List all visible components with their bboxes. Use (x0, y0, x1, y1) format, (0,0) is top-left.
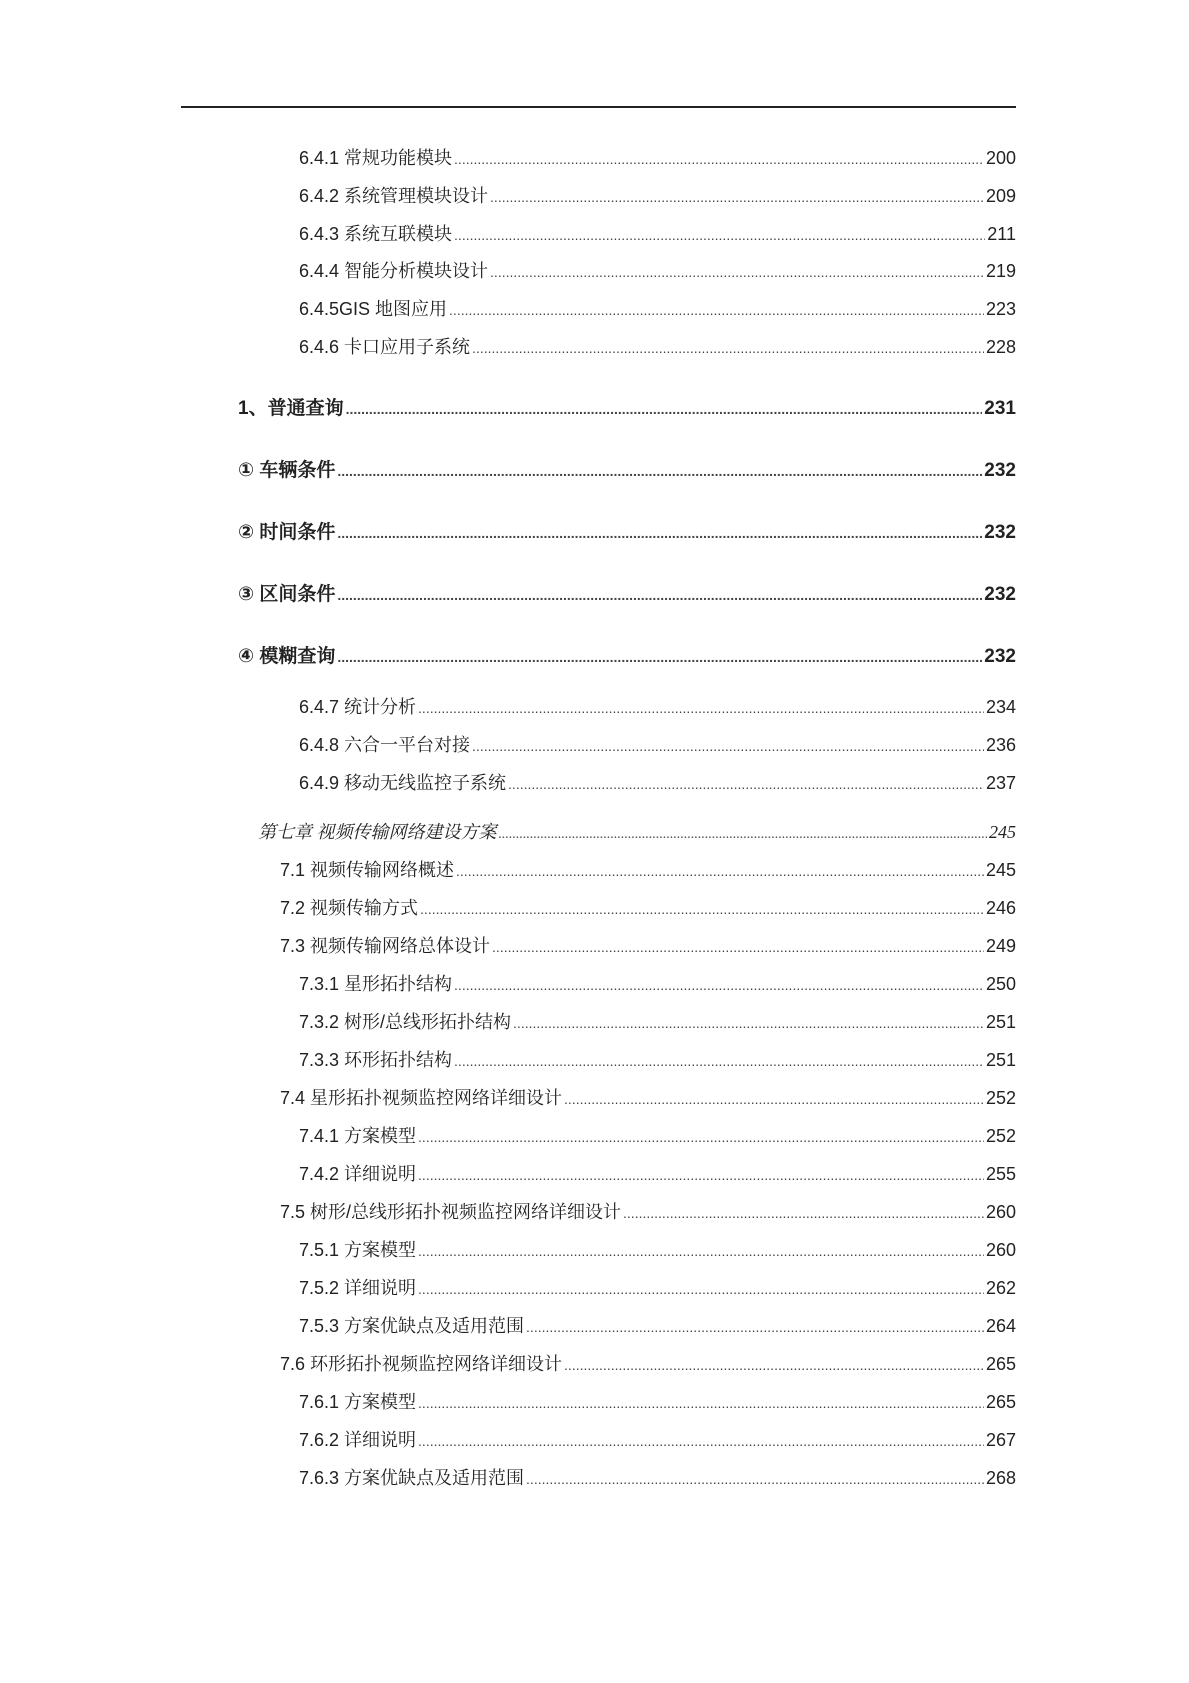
toc-entry-page: 264 (985, 1316, 1016, 1336)
toc-leader (513, 1011, 984, 1035)
toc-entry[interactable] (299, 146, 1016, 171)
toc-entry-title: 7.3 视频传输网络总体设计 (280, 936, 491, 956)
toc-entry-title: 6.4.5GIS 地图应用 (299, 299, 448, 319)
toc-leader (499, 823, 988, 847)
toc-entry-title: 6.4.9 移动无线监控子系统 (299, 773, 507, 793)
toc-entry-title: 6.4.8 六合一平台对接 (299, 735, 471, 755)
toc-entry-title: 7.5.1 方案模型 (299, 1240, 417, 1260)
toc-entry-page: 236 (985, 735, 1016, 755)
toc-entry[interactable] (238, 645, 1016, 669)
toc-leader (564, 1353, 984, 1377)
toc-entry-title: 7.3.1 星形拓扑结构 (299, 974, 453, 994)
toc-entry-title: 7.1 视频传输网络概述 (280, 860, 455, 880)
toc-leader (337, 521, 982, 545)
toc-entry[interactable] (280, 1200, 1016, 1225)
toc-entry-title: 6.4.3 系统互联模块 (299, 224, 453, 244)
toc-leader (337, 459, 982, 483)
toc-entry[interactable] (299, 1466, 1016, 1491)
toc-entry-page: 265 (985, 1392, 1016, 1412)
toc-leader (454, 1049, 984, 1073)
toc-entry-page: 267 (985, 1430, 1016, 1450)
toc-entry[interactable] (280, 934, 1016, 959)
toc-entry-title: 7.3.3 环形拓扑结构 (299, 1050, 453, 1070)
toc-entry[interactable] (299, 297, 1016, 322)
toc-leader (472, 734, 984, 758)
toc-leader (337, 583, 982, 607)
toc-entry[interactable] (299, 771, 1016, 796)
toc-entry[interactable] (280, 1352, 1016, 1377)
toc-entry-page: 237 (985, 773, 1016, 793)
toc-leader (418, 1239, 984, 1263)
toc-entry-page: 211 (987, 224, 1016, 244)
toc-entry-page: 232 (984, 646, 1016, 667)
toc-entry-page: 209 (985, 186, 1016, 206)
toc-entry[interactable] (299, 1238, 1016, 1263)
toc-entry[interactable] (299, 1314, 1016, 1339)
toc-chapter-entry[interactable] (258, 820, 1016, 847)
toc-entry[interactable] (299, 335, 1016, 360)
toc-entry-page: 245 (989, 822, 1016, 842)
toc-entry[interactable] (299, 972, 1016, 997)
toc-leader (508, 772, 984, 796)
toc-leader (490, 185, 984, 209)
toc-entry[interactable] (299, 733, 1016, 758)
toc-entry-title: 第七章 视频传输网络建设方案 (258, 822, 497, 842)
toc-entry-page: 250 (985, 974, 1016, 994)
toc-leader (472, 336, 984, 360)
toc-leader (418, 1429, 984, 1453)
toc-entry-title: 6.4.7 统计分析 (299, 697, 417, 717)
toc-entry[interactable] (238, 459, 1016, 483)
toc-leader (337, 645, 982, 669)
toc-entry[interactable] (299, 1048, 1016, 1073)
toc-entry-page: 200 (985, 148, 1016, 168)
toc-entry-page: 252 (985, 1088, 1016, 1108)
toc-entry-page: 223 (985, 299, 1016, 319)
toc-entry[interactable] (299, 1124, 1016, 1149)
toc-entry-page: 255 (985, 1164, 1016, 1184)
toc-entry-page: 249 (985, 936, 1016, 956)
toc-entry-title: 7.5.2 详细说明 (299, 1278, 417, 1298)
toc-entry[interactable] (299, 1390, 1016, 1415)
toc-leader (346, 397, 983, 421)
toc-leader (454, 223, 985, 247)
toc-entry-page: 245 (985, 860, 1016, 880)
toc-entry-page: 252 (985, 1126, 1016, 1146)
toc-entry-title: 6.4.6 卡口应用子系统 (299, 337, 471, 357)
toc-leader (526, 1315, 984, 1339)
toc-entry-page: 251 (985, 1050, 1016, 1070)
toc-entry[interactable] (238, 521, 1016, 545)
toc-leader (623, 1201, 984, 1225)
toc-entry[interactable] (299, 184, 1016, 209)
toc-leader (454, 973, 984, 997)
toc-entry-title: 7.4.2 详细说明 (299, 1164, 417, 1184)
toc-entry-page: 246 (985, 898, 1016, 918)
toc-entry-title: 7.6.1 方案模型 (299, 1392, 417, 1412)
toc-entry-title: 7.6.2 详细说明 (299, 1430, 417, 1450)
toc-entry[interactable] (280, 1086, 1016, 1111)
toc-entry-page: 231 (984, 398, 1016, 419)
toc-entry[interactable] (280, 858, 1016, 883)
toc-leader (454, 147, 984, 171)
toc-leader (449, 298, 984, 322)
toc-entry-page: 232 (984, 460, 1016, 481)
toc-entry-title: 7.4 星形拓扑视频监控网络详细设计 (280, 1088, 563, 1108)
toc-entry-title: 7.5.3 方案优缺点及适用范围 (299, 1316, 525, 1336)
toc-entry[interactable] (299, 1010, 1016, 1035)
toc-entry-page: 228 (985, 337, 1016, 357)
toc-entry[interactable] (238, 583, 1016, 607)
toc-entry-title: 6.4.1 常规功能模块 (299, 148, 453, 168)
toc-entry-title: 7.6 环形拓扑视频监控网络详细设计 (280, 1354, 563, 1374)
toc-entry[interactable] (299, 259, 1016, 284)
toc-entry-title: ① 车辆条件 (238, 460, 336, 481)
toc-entry[interactable] (280, 896, 1016, 921)
toc-leader (526, 1467, 984, 1491)
toc-entry-title: 7.5 树形/总线形拓扑视频监控网络详细设计 (280, 1202, 622, 1222)
toc-entry-title: ④ 模糊查询 (238, 646, 336, 667)
toc-entry-title: 7.6.3 方案优缺点及适用范围 (299, 1468, 525, 1488)
toc-entry-title: ② 时间条件 (238, 522, 336, 543)
toc-leader (564, 1087, 984, 1111)
toc-entry-title: 7.2 视频传输方式 (280, 898, 419, 918)
toc-entry-title: ③ 区间条件 (238, 584, 336, 605)
toc-leader (490, 260, 984, 284)
toc-entry[interactable] (299, 695, 1016, 720)
toc-entry-page: 251 (985, 1012, 1016, 1032)
toc-entry-title: 6.4.2 系统管理模块设计 (299, 186, 489, 206)
toc-entry[interactable] (299, 1428, 1016, 1453)
toc-entry-page: 265 (985, 1354, 1016, 1374)
toc-entry-page: 232 (984, 584, 1016, 605)
toc-entry-page: 260 (985, 1240, 1016, 1260)
toc-entry-page: 262 (985, 1278, 1016, 1298)
toc-entry-page: 234 (985, 697, 1016, 717)
toc-entry-page: 232 (984, 522, 1016, 543)
toc-leader (418, 696, 984, 720)
toc-leader (492, 935, 984, 959)
toc-entry[interactable] (299, 1276, 1016, 1301)
toc-leader (420, 897, 984, 921)
toc-leader (418, 1391, 984, 1415)
toc-leader (418, 1277, 984, 1301)
toc-entry[interactable] (238, 397, 1016, 421)
toc-entry-page: 268 (985, 1468, 1016, 1488)
toc-entry-title: 7.4.1 方案模型 (299, 1126, 417, 1146)
toc-entry[interactable] (299, 222, 1016, 247)
toc-leader (418, 1125, 984, 1149)
toc-entry-page: 260 (985, 1202, 1016, 1222)
toc-entry-title: 1、普通查询 (238, 398, 344, 419)
toc-entry-title: 6.4.4 智能分析模块设计 (299, 261, 489, 281)
toc-entry[interactable] (299, 1162, 1016, 1187)
toc-leader (418, 1163, 984, 1187)
toc-entry-page: 219 (985, 261, 1016, 281)
toc-leader (456, 859, 984, 883)
toc-entry-title: 7.3.2 树形/总线形拓扑结构 (299, 1012, 512, 1032)
